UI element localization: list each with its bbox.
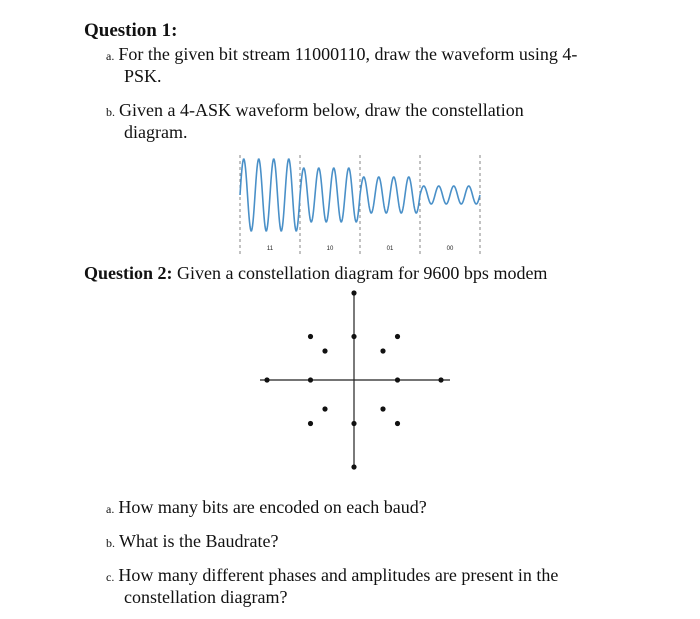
constellation-point-8 bbox=[380, 348, 385, 353]
q2-a-marker: a. bbox=[106, 502, 115, 516]
q2-b-marker: b. bbox=[106, 536, 115, 550]
constellation-point-3 bbox=[351, 464, 356, 469]
q1-part-b bbox=[106, 99, 524, 123]
question-1-title: Question 1: bbox=[84, 20, 178, 41]
segment-label-10: 10 bbox=[326, 246, 334, 252]
q1-b-marker: b. bbox=[106, 105, 115, 119]
q2-part-a bbox=[106, 496, 427, 520]
constellation-point-1 bbox=[351, 334, 356, 339]
q2-c-line2: constellation diagram? bbox=[124, 587, 288, 607]
constellation-point-10 bbox=[322, 348, 327, 353]
constellation-point-0 bbox=[351, 290, 356, 295]
q1-a-line2: PSK. bbox=[124, 66, 162, 86]
constellation-point-6 bbox=[308, 377, 313, 382]
q1-b-line1: Given a 4-ASK waveform below, draw the constellation bbox=[119, 100, 524, 120]
segment-label-11: 11 bbox=[266, 246, 274, 252]
ask-waveform-figure bbox=[230, 150, 500, 260]
q2-c-line1: How many different phases and amplitudes are present in the bbox=[118, 565, 559, 585]
constellation-point-11 bbox=[308, 334, 313, 339]
segment-label-01: 01 bbox=[386, 246, 394, 252]
constellation-diagram bbox=[250, 290, 460, 472]
constellation-point-2 bbox=[351, 421, 356, 426]
q2-a-text: How many bits are encoded on each baud? bbox=[118, 497, 427, 517]
q2-b-text: What is the Baudrate? bbox=[119, 531, 279, 551]
constellation-point-12 bbox=[380, 406, 385, 411]
q1-a-line1: For the given bit stream 11000110, draw the waveform using 4- bbox=[118, 44, 578, 64]
q2-title-bold: Question 2: bbox=[84, 263, 173, 283]
constellation-point-7 bbox=[264, 377, 269, 382]
constellation-point-9 bbox=[395, 334, 400, 339]
q2-title-rest: Given a constellation diagram for 9600 bps modem bbox=[172, 263, 548, 283]
q2-c-marker: c. bbox=[106, 570, 115, 584]
constellation-point-13 bbox=[395, 421, 400, 426]
q2-part-c bbox=[106, 564, 558, 588]
q2-part-b bbox=[106, 530, 278, 554]
constellation-point-5 bbox=[395, 377, 400, 382]
q1-b-line2: diagram. bbox=[124, 122, 188, 142]
constellation-point-4 bbox=[438, 377, 443, 382]
segment-label-00: 00 bbox=[446, 246, 454, 252]
question-2-title bbox=[84, 262, 547, 284]
q1-a-marker: a. bbox=[106, 49, 115, 63]
constellation-point-14 bbox=[322, 406, 327, 411]
q1-part-a bbox=[106, 43, 577, 67]
constellation-point-15 bbox=[308, 421, 313, 426]
